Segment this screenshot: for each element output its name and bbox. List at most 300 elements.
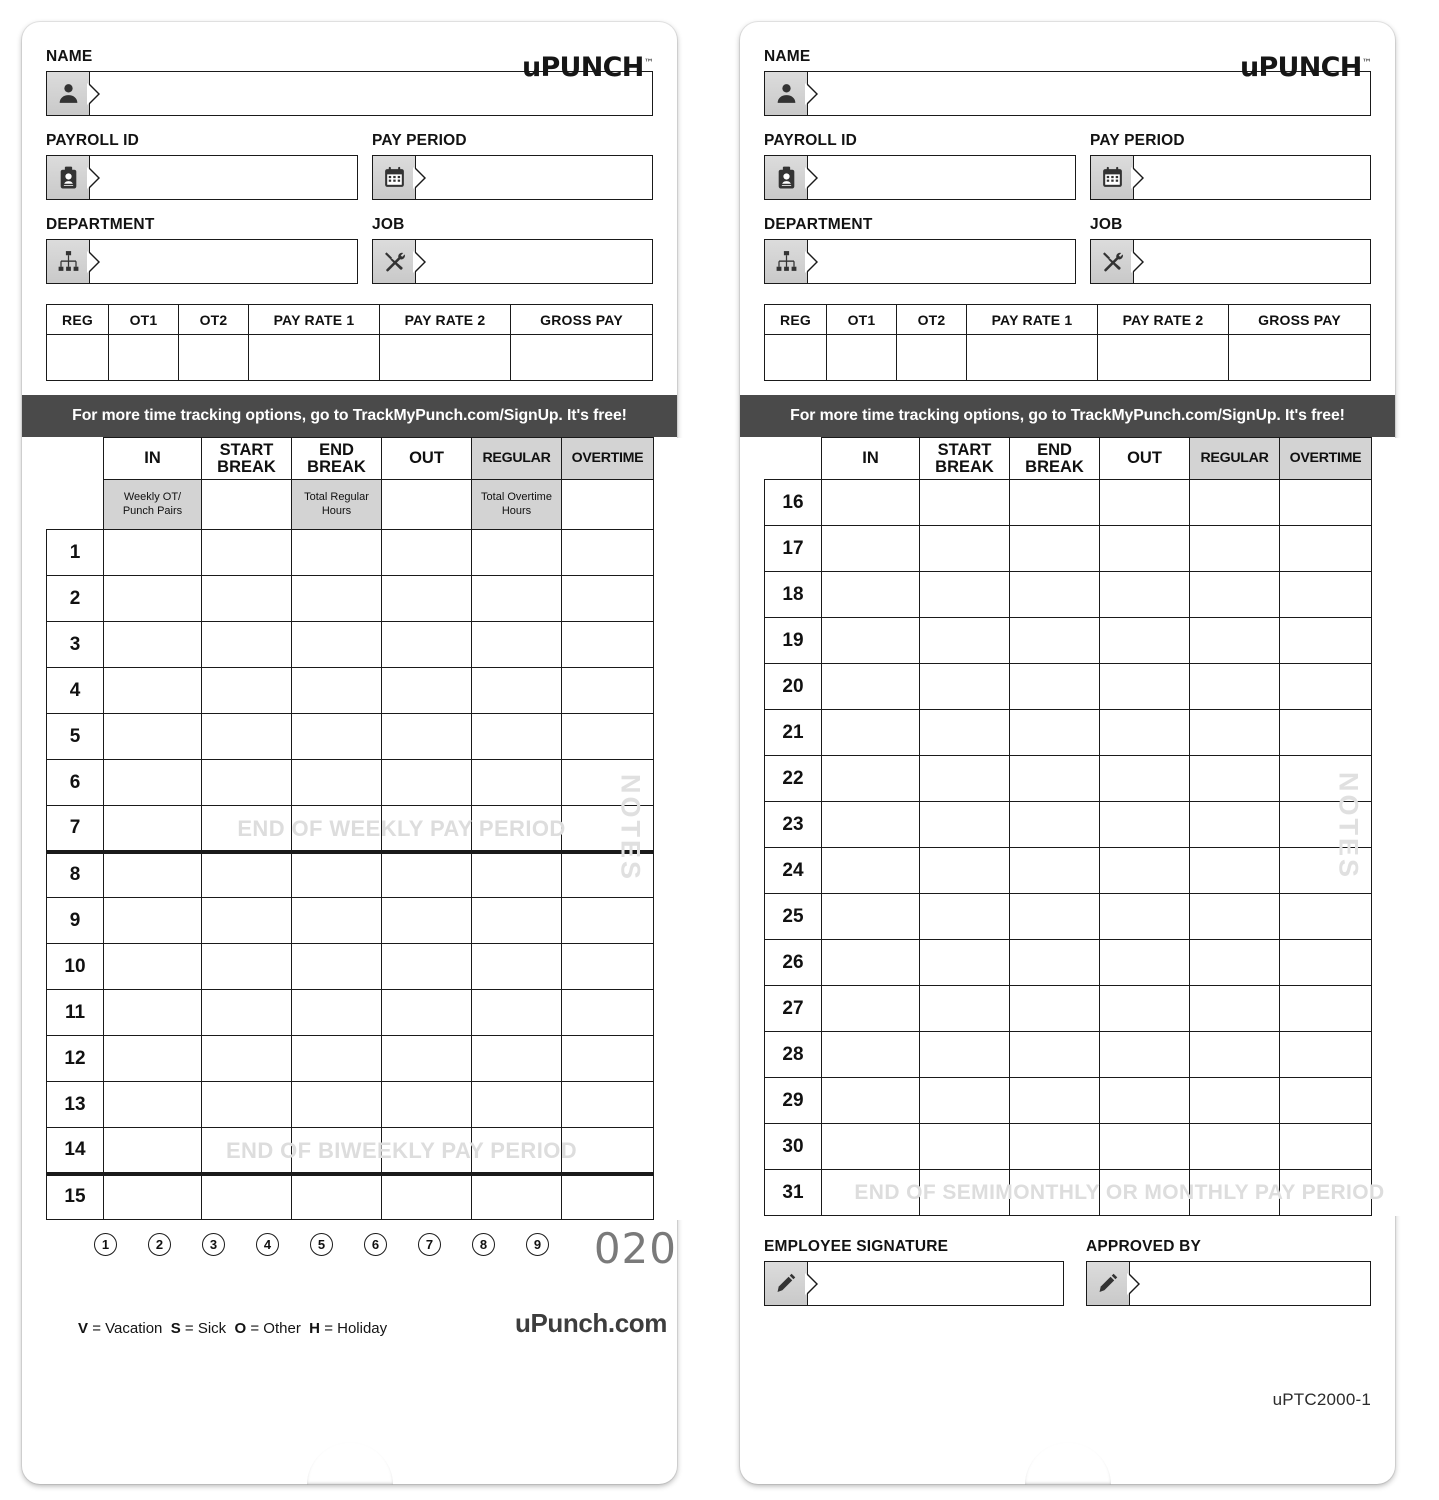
punch-cell-notes[interactable] (654, 530, 700, 576)
punch-cell-in[interactable] (104, 852, 202, 898)
punch-cell-regular[interactable] (1190, 986, 1280, 1032)
punch-row-number: 27 (765, 986, 822, 1032)
summary-value-pay-rate-1[interactable] (249, 335, 380, 381)
punch-cell-regular[interactable] (472, 1174, 562, 1220)
punch-cell-end-break[interactable] (1010, 480, 1100, 526)
punch-cell-end-break[interactable] (292, 714, 382, 760)
summary-value-pay-rate-2[interactable] (1098, 335, 1229, 381)
punch-cell-out[interactable] (382, 990, 472, 1036)
punch-cell-in[interactable] (822, 1124, 920, 1170)
subheader-rownum (47, 480, 104, 530)
punch-cell-start-break[interactable] (920, 664, 1010, 710)
punch-cell-in[interactable] (104, 1082, 202, 1128)
punch-pair-dot: 1 (94, 1233, 117, 1256)
punch-cell-overtime[interactable] (1280, 572, 1372, 618)
punch-cell-notes[interactable] (1372, 940, 1418, 986)
punch-cell-start-break[interactable] (202, 1082, 292, 1128)
summary-value-pay-rate-2[interactable] (380, 335, 511, 381)
punch-cell-regular[interactable] (1190, 756, 1280, 802)
punch-cell-start-break[interactable] (920, 710, 1010, 756)
punch-pair-dot: 6 (364, 1233, 387, 1256)
punch-cell-start-break[interactable] (202, 852, 292, 898)
pay-period-input-right[interactable] (1134, 155, 1371, 200)
punch-cell-notes[interactable] (1372, 848, 1418, 894)
punch-cell-out[interactable] (1100, 1124, 1190, 1170)
punch-cell-overtime[interactable] (562, 852, 654, 898)
punch-cell-out[interactable] (382, 714, 472, 760)
department-input[interactable] (90, 239, 358, 284)
summary-value-reg[interactable] (47, 335, 109, 381)
punch-cell-start-break[interactable] (202, 714, 292, 760)
punch-row-number: 17 (765, 526, 822, 572)
punch-cell-notes[interactable] (1372, 572, 1418, 618)
punch-cell-out[interactable] (1100, 986, 1190, 1032)
person-icon (46, 71, 90, 116)
punch-cell-end-break[interactable] (1010, 1032, 1100, 1078)
punch-cell-start-break[interactable] (202, 990, 292, 1036)
punch-cell-notes[interactable] (654, 760, 700, 806)
punch-cell-overtime[interactable] (562, 714, 654, 760)
punch-cell-in[interactable] (822, 572, 920, 618)
punch-cell-overtime[interactable] (1280, 618, 1372, 664)
punch-cell-out[interactable] (382, 530, 472, 576)
punch-cell-in[interactable] (104, 576, 202, 622)
name-label: NAME (46, 48, 93, 65)
punch-cell-end-break[interactable] (292, 1128, 382, 1174)
punch-cell-end-break[interactable] (292, 530, 382, 576)
punch-cell-in[interactable] (822, 1170, 920, 1216)
punch-cell-end-break[interactable] (1010, 756, 1100, 802)
punch-cell-notes[interactable] (654, 944, 700, 990)
punch-cell-start-break[interactable] (920, 848, 1010, 894)
punch-cell-notes[interactable] (1372, 480, 1418, 526)
punch-cell-out[interactable] (1100, 802, 1190, 848)
punch-cell-in[interactable] (822, 848, 920, 894)
punch-cell-end-break[interactable] (292, 990, 382, 1036)
punch-cell-start-break[interactable] (202, 1174, 292, 1220)
punch-cell-start-break[interactable] (920, 940, 1010, 986)
punch-cell-in[interactable] (822, 664, 920, 710)
job-input-right[interactable] (1134, 239, 1371, 284)
punch-cell-end-break[interactable] (1010, 1124, 1100, 1170)
punch-cell-overtime[interactable] (562, 806, 654, 852)
punch-cell-out[interactable] (382, 576, 472, 622)
punch-cell-start-break[interactable] (202, 530, 292, 576)
punch-cell-out[interactable] (1100, 526, 1190, 572)
punch-cell-start-break[interactable] (202, 622, 292, 668)
punch-cell-out[interactable] (1100, 1032, 1190, 1078)
punch-cell-notes[interactable] (1372, 1170, 1418, 1216)
punch-cell-start-break[interactable] (920, 1032, 1010, 1078)
department-input-right[interactable] (808, 239, 1076, 284)
punch-row (47, 1174, 700, 1220)
summary-value-reg[interactable] (765, 335, 827, 381)
punch-cell-out[interactable] (382, 1174, 472, 1220)
punch-row (47, 898, 700, 944)
punch-cell-out[interactable] (1100, 1170, 1190, 1216)
punch-cell-out[interactable] (382, 1036, 472, 1082)
punch-cell-in[interactable] (822, 1032, 920, 1078)
punch-cell-out[interactable] (382, 1082, 472, 1128)
punch-cell-end-break[interactable] (292, 1082, 382, 1128)
punch-cell-start-break[interactable] (920, 1170, 1010, 1216)
punch-cell-regular[interactable] (1190, 1078, 1280, 1124)
punch-col-notes (1372, 438, 1418, 480)
punch-cell-regular[interactable] (472, 714, 562, 760)
punch-cell-end-break[interactable] (1010, 664, 1100, 710)
payroll-id-input-right[interactable] (808, 155, 1076, 200)
punch-cell-regular[interactable] (1190, 1170, 1280, 1216)
employee-signature-field[interactable] (764, 1261, 1064, 1306)
punch-row-number: 20 (765, 664, 822, 710)
punch-cell-in[interactable] (822, 1078, 920, 1124)
punch-col-regular: REGULAR (1190, 438, 1280, 480)
approved-by-field[interactable] (1086, 1261, 1371, 1306)
punch-cell-end-break[interactable] (1010, 848, 1100, 894)
punch-cell-end-break[interactable] (1010, 802, 1100, 848)
punch-cell-notes[interactable] (1372, 986, 1418, 1032)
pay-period-field-right[interactable] (1090, 155, 1371, 200)
punch-cell-in[interactable] (104, 990, 202, 1036)
punch-cell-notes[interactable] (654, 806, 700, 852)
punch-cell-notes[interactable] (654, 852, 700, 898)
website-url[interactable]: uPunch.com (514, 1308, 667, 1338)
punch-cell-overtime[interactable] (1280, 1170, 1372, 1216)
summary-header-row (47, 305, 653, 335)
punch-pair-dot: 7 (418, 1233, 441, 1256)
punch-cell-regular[interactable] (1190, 1032, 1280, 1078)
punch-cell-end-break[interactable] (292, 1036, 382, 1082)
punch-cell-notes[interactable] (654, 714, 700, 760)
punch-cell-in[interactable] (822, 526, 920, 572)
pay-period-input[interactable] (416, 155, 653, 200)
punch-cell-regular[interactable] (472, 622, 562, 668)
punch-cell-end-break[interactable] (292, 668, 382, 714)
punch-cell-regular[interactable] (1190, 710, 1280, 756)
punch-cell-overtime[interactable] (562, 898, 654, 944)
upunch-logo (522, 52, 653, 83)
punch-row (765, 710, 1418, 756)
punch-cell-notes[interactable] (654, 576, 700, 622)
summary-value-ot2[interactable] (897, 335, 967, 381)
punch-cell-regular[interactable] (472, 944, 562, 990)
department-field-right[interactable] (764, 239, 1076, 284)
punch-row (765, 1170, 1418, 1216)
punch-cell-in[interactable] (822, 894, 920, 940)
punch-cell-notes[interactable] (654, 898, 700, 944)
payroll-id-field-right[interactable] (764, 155, 1076, 200)
punch-cell-regular[interactable] (472, 530, 562, 576)
punch-cell-overtime[interactable] (1280, 940, 1372, 986)
punch-cell-out[interactable] (1100, 894, 1190, 940)
punch-cell-overtime[interactable] (562, 530, 654, 576)
pay-period-watermark: END OF SEMIMONTHLY OR MONTHLY PAY PERIOD (854, 1180, 1385, 1204)
punch-cell-regular[interactable] (1190, 526, 1280, 572)
summary-value-row (47, 335, 653, 381)
punch-cell-overtime[interactable] (562, 760, 654, 806)
notes-label-right: NOTES (1333, 772, 1364, 881)
punch-row-number: 21 (765, 710, 822, 756)
punch-cell-start-break[interactable] (920, 894, 1010, 940)
punch-cell-out[interactable] (1100, 710, 1190, 756)
punch-cell-out[interactable] (1100, 480, 1190, 526)
punch-cell-end-break[interactable] (1010, 526, 1100, 572)
summary-col-reg: REG (765, 305, 827, 335)
punch-cell-out[interactable] (382, 1128, 472, 1174)
punch-cell-in[interactable] (822, 710, 920, 756)
punch-cell-overtime[interactable] (1280, 664, 1372, 710)
punch-cell-regular[interactable] (472, 760, 562, 806)
punch-cell-start-break[interactable] (202, 944, 292, 990)
punch-cell-end-break[interactable] (1010, 894, 1100, 940)
subheader-overtime (562, 480, 654, 530)
punch-cell-regular[interactable] (1190, 572, 1280, 618)
punch-cell-notes[interactable] (654, 1174, 700, 1220)
punch-cell-in[interactable] (822, 480, 920, 526)
punch-pair-dot: 5 (310, 1233, 333, 1256)
punch-cell-out[interactable] (1100, 940, 1190, 986)
punch-pair-dot: 9 (526, 1233, 549, 1256)
punch-row (47, 852, 700, 898)
punch-cell-end-break[interactable] (292, 944, 382, 990)
punch-subheader-row-left (47, 480, 700, 530)
punch-cell-start-break[interactable] (920, 986, 1010, 1032)
department-label: DEPARTMENT (46, 216, 155, 233)
punch-cell-notes[interactable] (1372, 710, 1418, 756)
punch-cell-notes[interactable] (654, 668, 700, 714)
payroll-id-field[interactable] (46, 155, 358, 200)
punch-cell-regular[interactable] (472, 1128, 562, 1174)
summary-value-ot1[interactable] (827, 335, 897, 381)
punch-cell-regular[interactable] (1190, 664, 1280, 710)
summary-col-pay-rate-2: PAY RATE 2 (380, 305, 511, 335)
punch-cell-out[interactable] (1100, 664, 1190, 710)
punch-dots-row (46, 1220, 653, 1256)
punch-cell-regular[interactable] (472, 898, 562, 944)
summary-col-ot2: OT2 (179, 305, 249, 335)
punch-cell-regular[interactable] (472, 1082, 562, 1128)
punch-cell-out[interactable] (382, 806, 472, 852)
punch-cell-notes[interactable] (654, 622, 700, 668)
punch-cell-overtime[interactable] (1280, 802, 1372, 848)
punch-col-out: OUT (1100, 438, 1190, 480)
summary-value-pay-rate-1[interactable] (967, 335, 1098, 381)
punch-row (47, 806, 700, 852)
summary-value-ot1[interactable] (109, 335, 179, 381)
summary-col-pay-rate-1: PAY RATE 1 (249, 305, 380, 335)
punch-cell-in[interactable] (822, 756, 920, 802)
punch-cell-out[interactable] (382, 852, 472, 898)
punch-cell-regular[interactable] (472, 1036, 562, 1082)
job-field-right[interactable] (1090, 239, 1371, 284)
punch-cell-notes[interactable] (654, 990, 700, 1036)
punch-cell-end-break[interactable] (1010, 618, 1100, 664)
promo-banner-right[interactable]: For more time tracking options, go to TrackMyPunch.com/SignUp. It's free! (740, 395, 1395, 437)
punch-cell-start-break[interactable] (202, 1128, 292, 1174)
punch-cell-out[interactable] (1100, 1078, 1190, 1124)
calendar-icon (1090, 155, 1134, 200)
punch-cell-regular[interactable] (472, 852, 562, 898)
punch-cell-out[interactable] (382, 760, 472, 806)
punch-cell-notes[interactable] (1372, 1124, 1418, 1170)
punch-cell-notes[interactable] (1372, 1032, 1418, 1078)
punch-cell-overtime[interactable] (1280, 986, 1372, 1032)
punch-row-number: 18 (765, 572, 822, 618)
punch-cell-out[interactable] (382, 898, 472, 944)
punch-cell-end-break[interactable] (292, 576, 382, 622)
punch-cell-overtime[interactable] (562, 668, 654, 714)
punch-cell-out[interactable] (382, 668, 472, 714)
punch-cell-out[interactable] (382, 944, 472, 990)
punch-cell-notes[interactable] (1372, 526, 1418, 572)
punch-cell-in[interactable] (822, 986, 920, 1032)
punch-cell-overtime[interactable] (562, 1082, 654, 1128)
punch-cell-regular[interactable] (1190, 618, 1280, 664)
punch-cell-overtime[interactable] (1280, 894, 1372, 940)
punch-cell-in[interactable] (822, 802, 920, 848)
punch-cell-notes[interactable] (654, 1128, 700, 1174)
punch-cell-overtime[interactable] (562, 990, 654, 1036)
org-chart-icon (764, 239, 808, 284)
punch-cell-regular[interactable] (1190, 1124, 1280, 1170)
payroll-id-label: PAYROLL ID (46, 132, 140, 149)
job-field[interactable] (372, 239, 653, 284)
punch-cell-in[interactable] (822, 940, 920, 986)
punch-cell-notes[interactable] (1372, 1078, 1418, 1124)
punch-cell-in[interactable] (104, 944, 202, 990)
punch-cell-start-break[interactable] (920, 526, 1010, 572)
punch-cell-overtime[interactable] (1280, 1078, 1372, 1124)
approved-by-input[interactable] (1130, 1261, 1371, 1306)
pay-period-field[interactable] (372, 155, 653, 200)
promo-banner-left[interactable]: For more time tracking options, go to TrackMyPunch.com/SignUp. It's free! (22, 395, 677, 437)
punch-cell-start-break[interactable] (920, 1078, 1010, 1124)
punch-cell-out[interactable] (1100, 572, 1190, 618)
punch-cell-in[interactable] (104, 898, 202, 944)
punch-cell-start-break[interactable] (920, 756, 1010, 802)
punch-cell-end-break[interactable] (1010, 1170, 1100, 1216)
punch-cell-end-break[interactable] (1010, 986, 1100, 1032)
punch-cell-overtime[interactable] (562, 622, 654, 668)
punch-cell-regular[interactable] (1190, 848, 1280, 894)
punch-row (765, 1124, 1418, 1170)
punch-cell-in[interactable] (104, 1128, 202, 1174)
punch-cell-in[interactable] (104, 1036, 202, 1082)
punch-cell-out[interactable] (1100, 756, 1190, 802)
punch-cell-regular[interactable] (1190, 894, 1280, 940)
employee-signature-label: EMPLOYEE SIGNATURE (764, 1238, 949, 1255)
punch-cell-regular[interactable] (472, 668, 562, 714)
punch-cell-start-break[interactable] (202, 576, 292, 622)
job-input[interactable] (416, 239, 653, 284)
punch-cell-notes[interactable] (1372, 664, 1418, 710)
punch-cell-overtime[interactable] (562, 944, 654, 990)
summary-value-ot2[interactable] (179, 335, 249, 381)
punch-cell-regular[interactable] (472, 806, 562, 852)
punch-cell-regular[interactable] (472, 990, 562, 1036)
punch-cell-start-break[interactable] (202, 668, 292, 714)
punch-cell-in[interactable] (822, 618, 920, 664)
employee-signature-input[interactable] (808, 1261, 1064, 1306)
punch-row (47, 1128, 700, 1174)
punch-cell-overtime[interactable] (562, 1036, 654, 1082)
punch-cell-in[interactable] (104, 1174, 202, 1220)
punch-cell-in[interactable] (104, 760, 202, 806)
punch-cell-notes[interactable] (654, 1082, 700, 1128)
punch-cell-start-break[interactable] (920, 480, 1010, 526)
punch-cell-in[interactable] (104, 668, 202, 714)
punch-row (47, 714, 700, 760)
punch-cell-end-break[interactable] (292, 622, 382, 668)
punch-cell-start-break[interactable] (920, 572, 1010, 618)
punch-cell-overtime[interactable] (1280, 848, 1372, 894)
payroll-id-input[interactable] (90, 155, 358, 200)
summary-value-gross-pay[interactable] (511, 335, 653, 381)
punch-cell-overtime[interactable] (1280, 1032, 1372, 1078)
punch-cell-overtime[interactable] (1280, 710, 1372, 756)
punch-cell-regular[interactable] (1190, 480, 1280, 526)
summary-value-gross-pay[interactable] (1229, 335, 1371, 381)
punch-cell-start-break[interactable] (202, 760, 292, 806)
punch-cell-overtime[interactable] (562, 1174, 654, 1220)
punch-cell-end-break[interactable] (292, 852, 382, 898)
punch-cell-start-break[interactable] (202, 1036, 292, 1082)
punch-cell-overtime[interactable] (562, 1128, 654, 1174)
punch-cell-end-break[interactable] (292, 760, 382, 806)
punch-cell-overtime[interactable] (1280, 480, 1372, 526)
subheader-out (382, 480, 472, 530)
punch-cell-end-break[interactable] (1010, 710, 1100, 756)
punch-cell-start-break[interactable] (202, 898, 292, 944)
punch-cell-overtime[interactable] (1280, 756, 1372, 802)
punch-cell-in[interactable] (104, 622, 202, 668)
punch-cell-overtime[interactable] (1280, 1124, 1372, 1170)
punch-cell-start-break[interactable] (202, 806, 292, 852)
punch-cell-overtime[interactable] (562, 576, 654, 622)
punch-cell-in[interactable] (104, 530, 202, 576)
department-field[interactable] (46, 239, 358, 284)
trademark-symbol: ™ (643, 58, 653, 69)
punch-cell-out[interactable] (1100, 848, 1190, 894)
punch-cell-end-break[interactable] (292, 806, 382, 852)
punch-cell-regular[interactable] (1190, 802, 1280, 848)
punch-cell-start-break[interactable] (920, 1124, 1010, 1170)
punch-cell-end-break[interactable] (292, 1174, 382, 1220)
subheader-weekly-ot: Weekly OT/ Punch Pairs (104, 480, 202, 530)
punch-cell-end-break[interactable] (1010, 940, 1100, 986)
punch-row-number: 10 (47, 944, 104, 990)
punch-cell-end-break[interactable] (1010, 572, 1100, 618)
card-header-right (740, 22, 1395, 395)
punch-cell-notes[interactable] (1372, 894, 1418, 940)
punch-cell-in[interactable] (104, 806, 202, 852)
punch-cell-notes[interactable] (1372, 618, 1418, 664)
punch-cell-notes[interactable] (1372, 756, 1418, 802)
punch-cell-start-break[interactable] (920, 802, 1010, 848)
punch-cell-notes[interactable] (1372, 802, 1418, 848)
punch-cell-start-break[interactable] (920, 618, 1010, 664)
punch-cell-notes[interactable] (654, 1036, 700, 1082)
punch-cell-out[interactable] (382, 622, 472, 668)
punch-cell-end-break[interactable] (292, 898, 382, 944)
punch-row-number: 28 (765, 1032, 822, 1078)
punch-cell-regular[interactable] (1190, 940, 1280, 986)
punch-cell-overtime[interactable] (1280, 526, 1372, 572)
punch-cell-regular[interactable] (472, 576, 562, 622)
punch-cell-out[interactable] (1100, 618, 1190, 664)
punch-cell-in[interactable] (104, 714, 202, 760)
punch-cell-end-break[interactable] (1010, 1078, 1100, 1124)
